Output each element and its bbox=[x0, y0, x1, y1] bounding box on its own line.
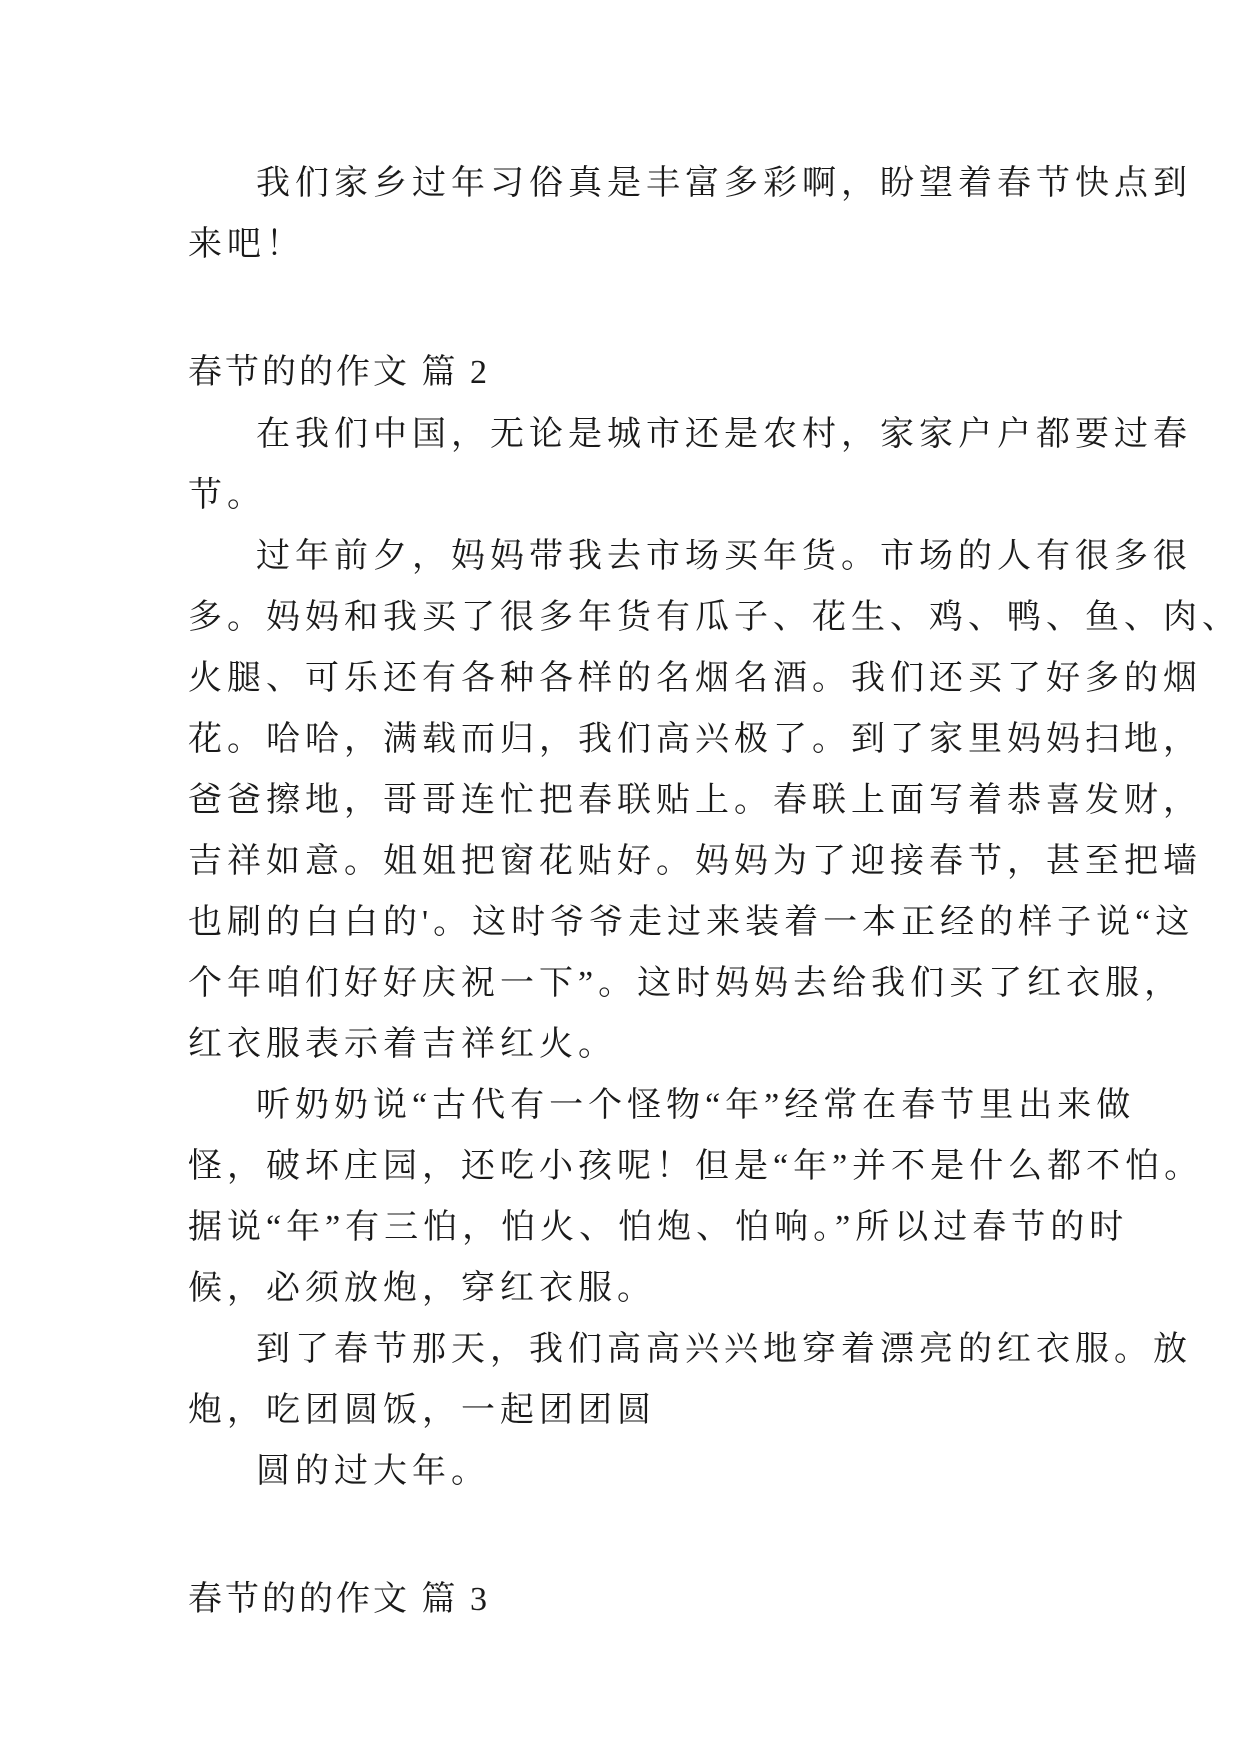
text-line: 也刷的白白的'。这时爷爷走过来装着一本正经的样子说“这 bbox=[188, 904, 1195, 941]
text-line: 怪，破坏庄园，还吃小孩呢！但是“年”并不是什么都不怕。 bbox=[188, 1148, 1204, 1185]
text-line: 吉祥如意。姐姐把窗花贴好。妈妈为了迎接春节，甚至把墙 bbox=[188, 843, 1202, 880]
text-line: 到了春节那天，我们高高兴兴地穿着漂亮的红衣服。放 bbox=[256, 1331, 1192, 1368]
text-line: 多。妈妈和我买了很多年货有瓜子、花生、鸡、鸭、鱼、肉、 bbox=[188, 599, 1241, 636]
text-line: 我们家乡过年习俗真是丰富多彩啊，盼望着春节快点到 bbox=[256, 165, 1192, 202]
text-line: 爸爸擦地，哥哥连忙把春联贴上。春联上面写着恭喜发财， bbox=[188, 782, 1202, 819]
text-line: 红衣服表示着吉祥红火。 bbox=[188, 1026, 617, 1063]
text-line: 听奶奶说“古代有一个怪物“年”经常在春节里出来做 bbox=[256, 1087, 1136, 1124]
text-line: 节。 bbox=[188, 477, 266, 514]
text-line: 据说“年”有三怕，怕火、怕炮、怕响。”所以过春节的时 bbox=[188, 1209, 1129, 1246]
text-line: 炮，吃团圆饭，一起团团圆 bbox=[188, 1392, 656, 1429]
text-line: 过年前夕，妈妈带我去市场买年货。市场的人有很多很 bbox=[256, 538, 1192, 575]
text-line: 个年咱们好好庆祝一下”。这时妈妈去给我们买了红衣服， bbox=[188, 965, 1184, 1002]
text-line: 圆的过大年。 bbox=[256, 1453, 490, 1490]
text-line: 来吧！ bbox=[188, 226, 305, 263]
text-line: 花。哈哈，满载而归，我们高兴极了。到了家里妈妈扫地， bbox=[188, 721, 1202, 758]
text-line: 在我们中国，无论是城市还是农村，家家户户都要过春 bbox=[256, 416, 1192, 453]
section-heading: 春节的的作文 篇 3 bbox=[188, 1581, 490, 1618]
section-heading: 春节的的作文 篇 2 bbox=[188, 354, 490, 391]
text-line: 火腿、可乐还有各种各样的名烟名酒。我们还买了好多的烟 bbox=[188, 660, 1202, 697]
text-line: 候，必须放炮，穿红衣服。 bbox=[188, 1270, 656, 1307]
